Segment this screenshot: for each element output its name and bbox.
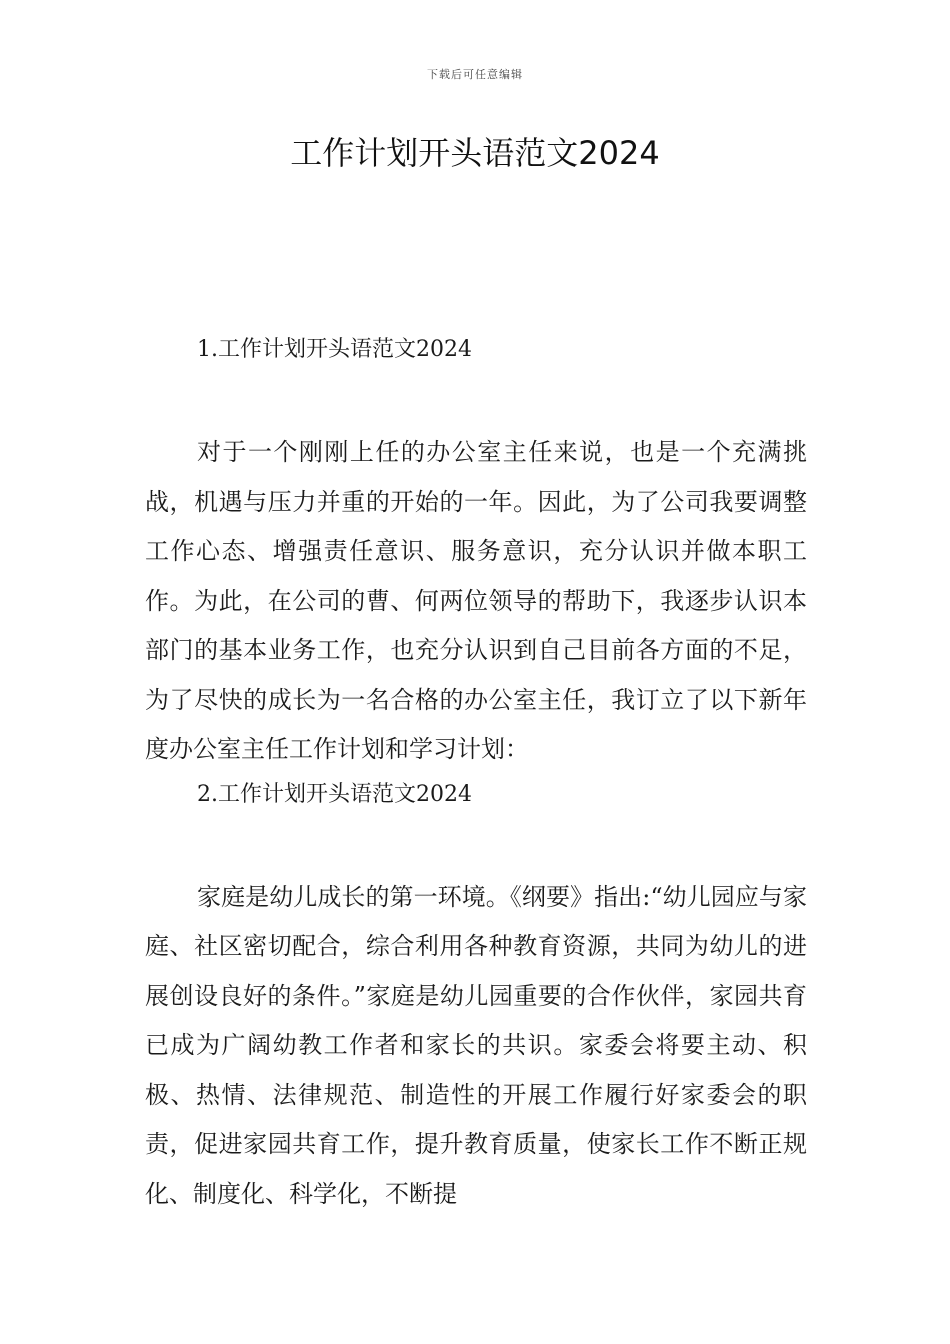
document-title: 工作计划开头语范文2024 <box>290 134 660 172</box>
document-body <box>145 330 807 1219</box>
section-heading-1: 1.工作计划开头语范文2024 <box>197 337 472 362</box>
page-header-note: 下载后可任意编辑 <box>427 68 523 81</box>
spacer <box>145 370 807 428</box>
section-paragraph-2: 家庭是幼儿成长的第一环境。《纲要》指出:“幼儿园应与家庭、社区密切配合，综合利用各种教育资源，共同为幼儿的进展创设良好的条件。”家庭是幼儿园重要的合作伙伴，家园共育已成为广阔幼教工作者和家长的共识。家委会将要主动、积极、热情、法律规范、制造性的开展工作履行好家委会的职责，促进家园共育工作，提升教育质量，使家长工作不断正规化、制度化、科学化，不断提 <box>145 882 807 1208</box>
section-heading-2: 2.工作计划开头语范文2024 <box>197 781 472 807</box>
spacer <box>145 815 807 873</box>
section-paragraph-1: 对于一个刚刚上任的办公室主任来说，也是一个充满挑战，机遇与压力并重的开始的一年。因此，为了公司我要调整工作心态、增强责任意识、服务意识，充分认识并做本职工作。为此，在公司的曹、何两位领导的帮助下，我逐步认识本部门的基本业务工作，也充分认识到自己目前各方面的不足，为了尽快的成长为一名合格的办公室主任，我订立了以下新年度办公室主任工作计划和学习计划： <box>145 438 807 763</box>
